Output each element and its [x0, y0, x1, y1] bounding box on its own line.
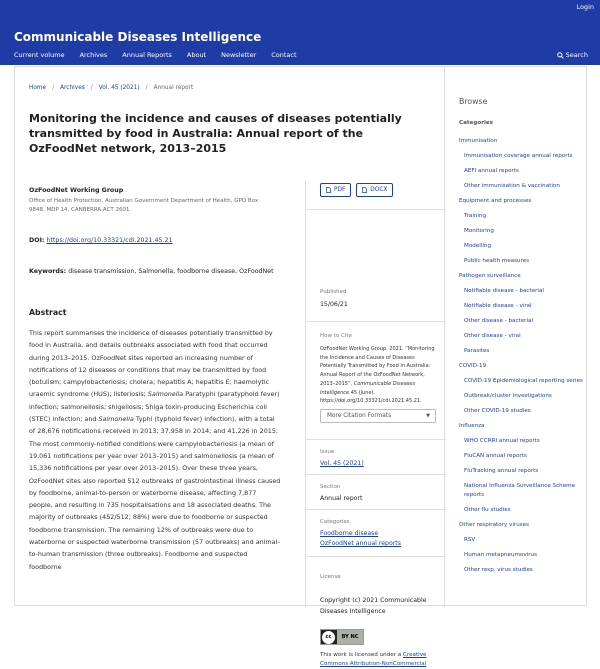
search-link[interactable] [557, 51, 588, 59]
nav-about[interactable]: About [186, 51, 207, 59]
abstract-part: Paratyphi (paratyphoid fever) infection; salmonellosis; shigellosis; Shiga toxin-producing Escherichia coli (STEC) infection; and [29, 390, 280, 424]
article-title: Monitoring the incidence and causes of diseases potentially transmitted by food in Australia: Annual report of the OzFoodNet network, 2013–2015 [29, 112, 402, 155]
article-main-info [29, 187, 289, 573]
author-affiliation: Office of Health Protection, Australian Government Department of Health, GPO Box 9848, MDP 14, CANBERRA ACT 2601. [29, 198, 259, 213]
sidebar-category-link[interactable]: Modelling [464, 243, 491, 249]
sidebar-category-link[interactable]: FluCAN annual reports [464, 453, 527, 459]
license-label: License [320, 574, 341, 580]
published-date: 15/06/21 [320, 301, 348, 308]
category-list [459, 137, 588, 581]
keywords-label: Keywords: [29, 268, 67, 275]
license-statement-text: This work is licensed under a [320, 652, 402, 658]
nav-current-volume[interactable]: Current volume [14, 51, 65, 59]
how-to-cite-label: How to Cite [320, 333, 352, 339]
sidebar-category-link[interactable]: RSV [464, 536, 476, 543]
category-link[interactable]: Foodborne disease [320, 530, 379, 537]
galley-links [320, 183, 398, 197]
sidebar-category-link[interactable]: Notifiable disease - bacterial [464, 288, 544, 294]
section-label: Section [320, 484, 341, 490]
sidebar-category-link[interactable]: Immunisation [459, 138, 498, 144]
sidebar-category-link[interactable]: Pathogen surveillance [459, 273, 521, 279]
doi-row [29, 237, 289, 244]
login-link[interactable]: Login [576, 3, 594, 11]
categories-label: Categories [320, 519, 350, 525]
issue-link[interactable]: Vol. 45 (2021) [320, 460, 364, 467]
nav-contact[interactable]: Contact [271, 51, 297, 59]
chevron-down-icon: ▼ [426, 413, 430, 419]
sidebar-category-link[interactable]: Training [464, 213, 487, 219]
search-label: Search [565, 51, 588, 59]
cc-icon: cc [322, 631, 335, 644]
sidebar-category-link[interactable]: Other resp. virus studies [464, 566, 533, 573]
file-icon [362, 187, 367, 193]
citation-format-label: More Citation Formats [327, 413, 392, 419]
breadcrumb-home[interactable]: Home [29, 85, 47, 91]
sidebar-category-link[interactable]: Immunisation coverage annual reports [464, 153, 573, 159]
sidebar-category-link[interactable]: Other immunisation & vaccination [464, 183, 560, 189]
breadcrumb-current: Annual report [153, 85, 194, 91]
sidebar-category-link[interactable]: Parasites [464, 348, 490, 354]
search-icon [557, 52, 564, 59]
abstract-part: Typhi (typhoid fever) infection), with a total of 28,676 notifications received in 2013; 37,958 in 2014; and 41,226 in 2015. The most commonly-notified conditions were campylobacteriosis (a mean of 19,061 notifications per year over 2013–2015) and salmonellosis (a mean of 15,336 notifications per year over 2013–2015). Over these three years, OzFoodNet sites also reported 512 outbreaks of gastrointestinal illness caused by foodborne, animal-to-person or waterborne disease, affecting 7,877 people, and resulting in 735 hospitalisations and 18 associated deaths. The majority of outbreaks (452/512; 88%) were due to foodborne or suspected foodborne transmission. The remaining 12% of outbreaks were due to waterborne or suspected waterborne transmission (57 outbreaks) and animal-to-human transmission (three outbreaks). Foodborne and suspected foodborne [29, 415, 281, 571]
issue-label: Issue [320, 449, 335, 455]
license-statement [320, 651, 442, 669]
breadcrumb-separator: / [90, 85, 93, 91]
abstract-text [29, 327, 281, 573]
abstract-part: This report summarises the incidence of diseases potentially transmitted by food in Australia, and details outbreaks associated with food that occurred during 2013–2015. OzFoodNet sites reported an increasing number of notifications of 12 diseases or conditions that may be transmitted by food (botulism; campylobacteriosis; cholera; hepatitis A; hepatitis E; haemolytic uraemic syndrome (HUS); listeriosis; [29, 329, 273, 399]
divider [306, 556, 446, 557]
sidebar [445, 67, 588, 607]
docx-label: DOCX [370, 187, 388, 193]
nav-annual-reports[interactable]: Annual Reports [122, 51, 172, 59]
keywords-row [29, 266, 289, 278]
sidebar-category-link[interactable]: COVID-19 Epidemiological reporting series [464, 378, 583, 384]
citation-text [320, 345, 440, 406]
sidebar-category-link[interactable]: Human metapneumovirus [464, 551, 538, 558]
sidebar-category-link[interactable]: National Influenza Surveillance Scheme reports [464, 483, 576, 498]
divider [306, 509, 446, 510]
sidebar-category-link[interactable]: Other disease - viral [464, 333, 521, 339]
published-label: Published [320, 289, 347, 295]
breadcrumb-archives[interactable]: Archives [60, 85, 85, 91]
by-nc-icon: BY NC [337, 630, 363, 644]
main-column [15, 67, 445, 667]
site-header [0, 0, 600, 65]
author-name: OzFoodNet Working Group [29, 187, 124, 194]
divider [306, 439, 446, 440]
doi-label: DOI: [29, 237, 45, 244]
file-icon [326, 187, 331, 193]
divider [306, 474, 446, 475]
sidebar-category-link[interactable]: Influenza [459, 423, 485, 429]
nav-archives[interactable]: Archives [79, 51, 108, 59]
article-details [305, 181, 445, 667]
docx-button[interactable] [356, 183, 393, 197]
sidebar-category-link[interactable]: Other COVID-19 studies [464, 408, 531, 414]
site-title[interactable]: Communicable Diseases Intelligence [14, 30, 262, 44]
nav-newsletter[interactable]: Newsletter [221, 51, 257, 59]
main-nav [14, 51, 312, 59]
sidebar-category-link[interactable]: Other flu studies [464, 506, 511, 513]
sidebar-category-link[interactable]: AEFI annual reports [464, 168, 519, 174]
pdf-label: PDF [334, 187, 346, 193]
sidebar-category-link[interactable]: Outbreak/cluster investigations [464, 393, 552, 399]
divider [306, 321, 446, 322]
abstract-emphasis: Salmonella [98, 415, 134, 424]
license-copyright: Copyright (c) 2021 Communicable Diseases Intelligence [320, 597, 427, 615]
section-value: Annual report [320, 495, 363, 502]
citation-part: OzFoodNet Working Group. 2021. “Monitoring the Incidence and Causes of Diseases Potentially Transmitted by Food in Australia: Annual Report of the OzFoodNet Network, 2013–2015”. [320, 346, 435, 387]
breadcrumb-volume[interactable]: Vol. 45 (2021) [98, 85, 140, 91]
breadcrumb-separator: / [52, 85, 55, 91]
sidebar-category-link[interactable]: Equipment and processes [459, 198, 532, 204]
breadcrumb [29, 85, 193, 91]
page-frame [14, 66, 587, 667]
divider [306, 209, 446, 210]
sidebar-category-link[interactable]: Monitoring [464, 228, 494, 234]
categories-heading: Categories [459, 120, 493, 126]
citation-part: 45 (June). https://doi.org/10.33321/cdi.2021.45.21. [320, 389, 422, 405]
sidebar-category-link[interactable]: WHO CCRRI annual reports [464, 438, 540, 444]
doi-link[interactable]: https://doi.org/10.33321/cdi.2021.45.21 [46, 237, 173, 244]
abstract-emphasis: Salmonella [147, 390, 184, 399]
browse-heading: Browse [459, 97, 488, 106]
category-link[interactable]: OzFoodNet annual reports [320, 540, 401, 547]
citation-format-dropdown[interactable] [320, 409, 436, 423]
sidebar-category-link[interactable]: COVID-19 [459, 363, 487, 369]
sidebar-category-link[interactable]: FluTracking annual reports [464, 468, 539, 474]
sidebar-category-link[interactable]: Other disease - bacterial [464, 318, 534, 324]
pdf-button[interactable] [320, 183, 351, 197]
sidebar-category-link[interactable]: Public health measures [464, 258, 530, 264]
sidebar-category-link[interactable]: Other respiratory viruses [459, 521, 530, 528]
abstract-heading: Abstract [29, 308, 67, 317]
sidebar-category-link[interactable]: Notifiable disease - viral [464, 303, 532, 309]
citation-journal: Communicable Diseases Intelligence [320, 380, 416, 396]
keywords-value: disease transmission, Salmonella, foodborne disease, OzFoodNet [68, 268, 274, 275]
breadcrumb-separator: / [145, 85, 148, 91]
license-cc-link[interactable]: Creative Commons Attribution-NonCommercial [320, 652, 427, 667]
cc-license-logo[interactable] [320, 629, 364, 645]
